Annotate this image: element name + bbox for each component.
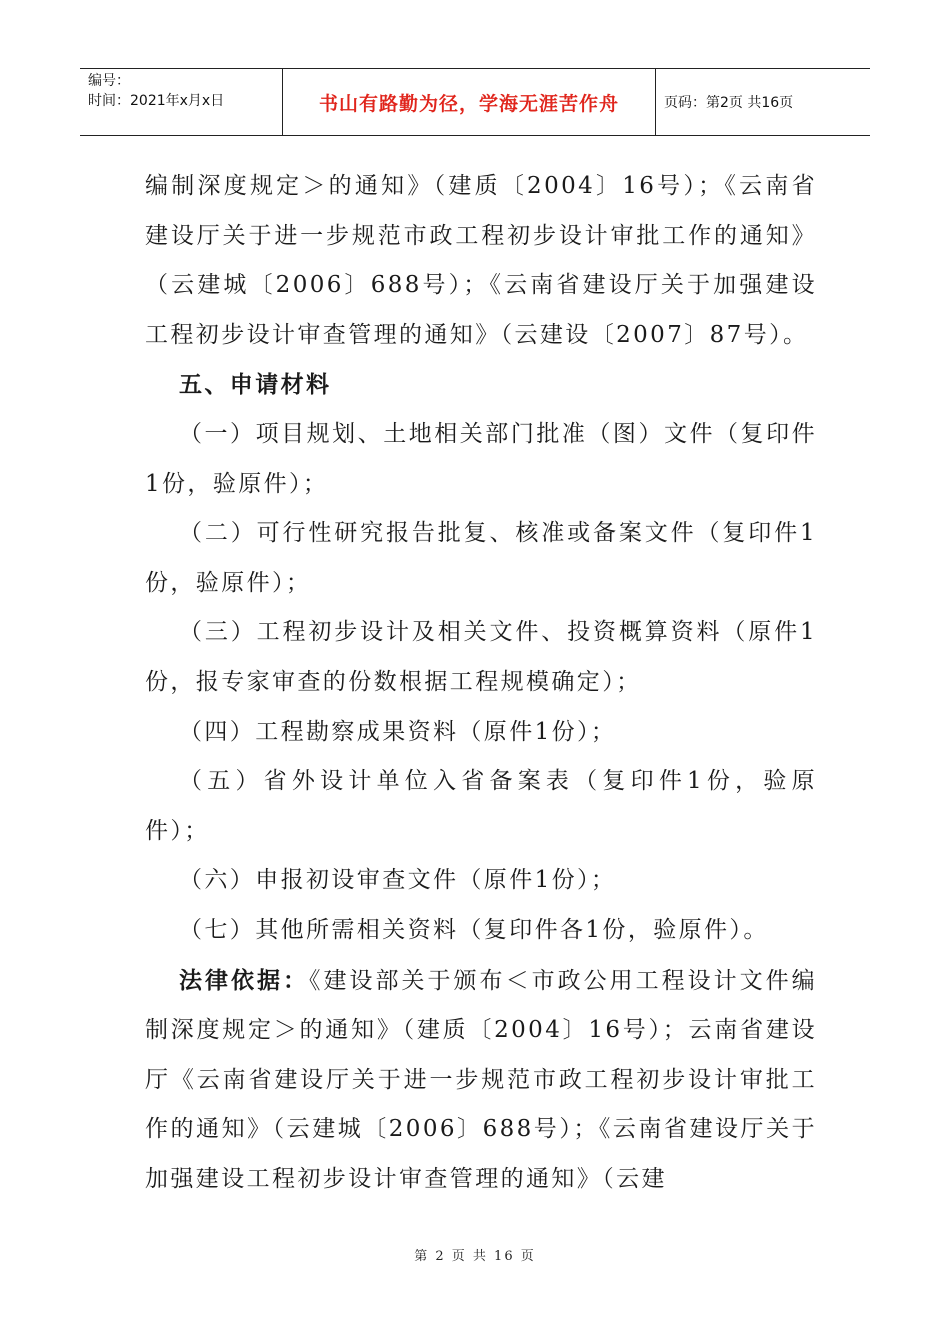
list-item: （七）其他所需相关资料（复印件各1份，验原件）。 <box>179 916 769 943</box>
list-item: （五）省外设计单位入省备案表（复印件1份，验原件）； <box>145 768 817 844</box>
paragraph-continuation: 编制深度规定＞的通知》（建质〔2004〕16号）；《云南省建设厅关于进一步规范市政工程初步设计审批工作的通知》（云建城〔2006〕688号）；《云南省建设厅关于加强建设工程初步设计审查管理的通知》（云建设〔2007〕87号）。 <box>145 173 817 348</box>
header-motto: 书山有路勤为径，学海无涯苦作舟 <box>283 69 656 135</box>
legal-basis-label: 法律依据： <box>179 966 310 994</box>
document-time: 时间：2021年x月x日 <box>88 93 225 109</box>
legal-basis-paragraph <box>145 956 817 1205</box>
document-body <box>145 162 817 1204</box>
list-item: （二）可行性研究报告批复、核准或备案文件（复印件1份，验原件）； <box>145 520 817 596</box>
page-footer: 第 2 页 共 16 页 <box>414 1249 536 1264</box>
document-number: 编号： <box>88 73 130 89</box>
list-item: （一）项目规划、土地相关部门批准（图）文件（复印件1份，验原件）； <box>145 420 817 497</box>
header-table <box>80 68 870 136</box>
list-item: （六）申报初设审查文件（原件1份）； <box>179 867 617 894</box>
list-item: （三）工程初步设计及相关文件、投资概算资料（原件1份，报专家审查的份数根据工程规模确定）； <box>145 619 817 695</box>
section-heading: 五、申请材料 <box>179 371 332 399</box>
list-item: （四）工程勘察成果资料（原件1份）； <box>179 718 617 745</box>
header-meta <box>80 69 283 135</box>
header-page-info: 页码：第2页 共16页 <box>664 95 794 111</box>
legal-basis-text: 《建设部关于颁布＜市政公用工程设计文件编制深度规定＞的通知》（建质〔2004〕16号）；云南省建设厅《云南省建设厅关于进一步规范市政工程初步设计审批工作的通知》（云建城〔2006〕688号）；《云南省建设厅关于加强建设工程初步设计审查管理的通知》（云建 <box>145 967 818 1192</box>
